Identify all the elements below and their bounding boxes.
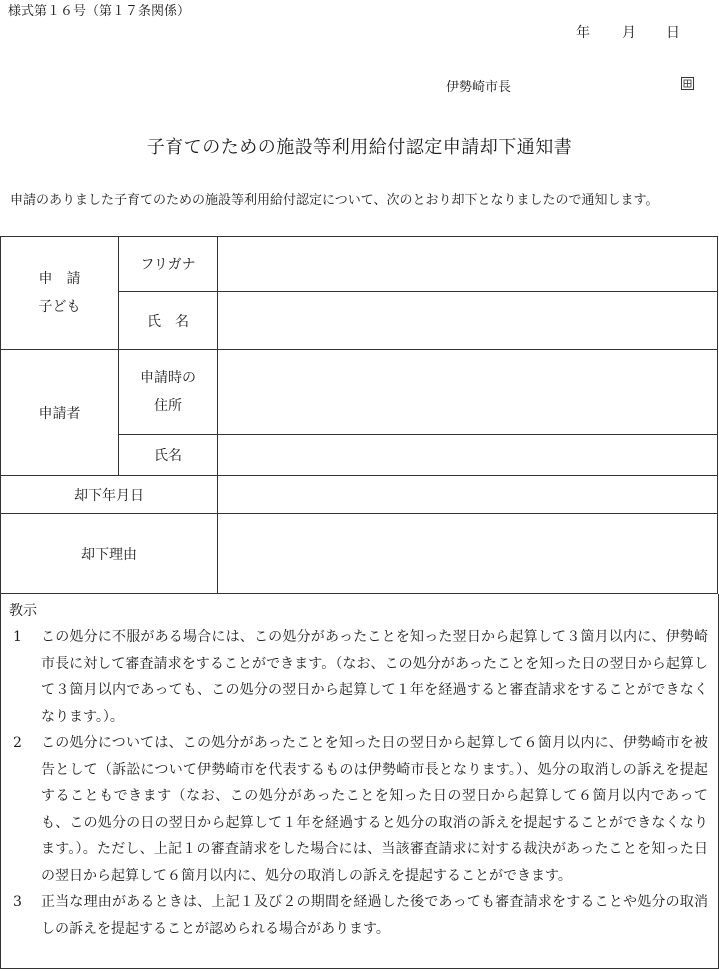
document-title: 子育てのための施設等利用給付認定申請却下通知書 [146, 137, 573, 158]
date-line [576, 22, 680, 42]
rejection-reason-field[interactable] [218, 514, 718, 594]
notice-item-number: 1 [13, 629, 22, 645]
child-section-label [1, 237, 119, 350]
issuer-name: 伊勢崎市長 [446, 80, 512, 95]
address-label [119, 350, 218, 435]
applicant-section-label: 申請者 [1, 350, 119, 476]
notice-item-number: 2 [13, 735, 22, 751]
date-day: 日 [666, 25, 680, 41]
notice-item-text: 正当な理由があるときは、上記１及び２の期間を経過した後であっても審査請求をすることや処分の取消しの訴えを提起することが認められる場合があります。 [41, 894, 708, 937]
seal-icon [681, 77, 694, 90]
application-table [0, 236, 718, 594]
notice-item-text: この処分に不服がある場合には、この処分があったことを知った翌日から起算して３箇月以内に、伊勢崎市長に対して審査請求をすることができます。（なお、この処分があったことを知った日の翌日から起算して３箇月以内であっても、この処分の翌日から起算して１年を経過すると審査請求をすることができなくなります。）。 [41, 629, 708, 725]
date-month: 月 [622, 25, 636, 41]
child-label-line1: 申 請 [38, 271, 81, 287]
form-number: 様式第１６号（第１７条関係） [8, 4, 191, 19]
applicant-name-field[interactable] [218, 435, 718, 476]
furigana-field[interactable] [218, 237, 718, 292]
furigana-label: フリガナ [119, 237, 218, 292]
notice-heading: 教示 [9, 603, 37, 619]
child-name-label: 氏 名 [119, 292, 218, 350]
date-year: 年 [576, 25, 590, 41]
rejection-date-label: 却下年月日 [1, 476, 218, 514]
intro-paragraph: 申請のありました子育てのための施設等利用給付認定について、次のとおり却下となりましたので通知します。 [10, 193, 659, 208]
child-name-field[interactable] [218, 292, 718, 350]
address-label-line2: 住所 [154, 398, 182, 414]
notice-section [0, 594, 719, 969]
rejection-date-field[interactable] [218, 476, 718, 514]
rejection-reason-label: 却下理由 [1, 514, 218, 594]
address-label-line1: 申請時の [140, 370, 196, 386]
notice-item-text: この処分については、この処分があったことを知った日の翌日から起算して６箇月以内に、伊勢崎市を被告として（訴訟について伊勢崎市を代表するものは伊勢崎市長となります。）、処分の取消しの訴えを提起することもできます（なお、この処分があったことを知った日の翌日から起算して６箇月以内であっても、この処分の日の翌日から起算して１年を経過すると処分の取消の訴えを提起することができなくなります。）。ただし、上記１の審査請求をした場合には、当該審査請求に対する裁決があったことを知った日の翌日から起算して６箇月以内に、処分の取消しの訴えを提起することができます。 [41, 735, 708, 884]
intro-text [2, 191, 717, 211]
applicant-name-label: 氏名 [119, 435, 218, 476]
child-label-line2: 子ども [38, 299, 81, 315]
notice-item-number: 3 [13, 894, 22, 910]
address-field[interactable] [218, 350, 718, 435]
